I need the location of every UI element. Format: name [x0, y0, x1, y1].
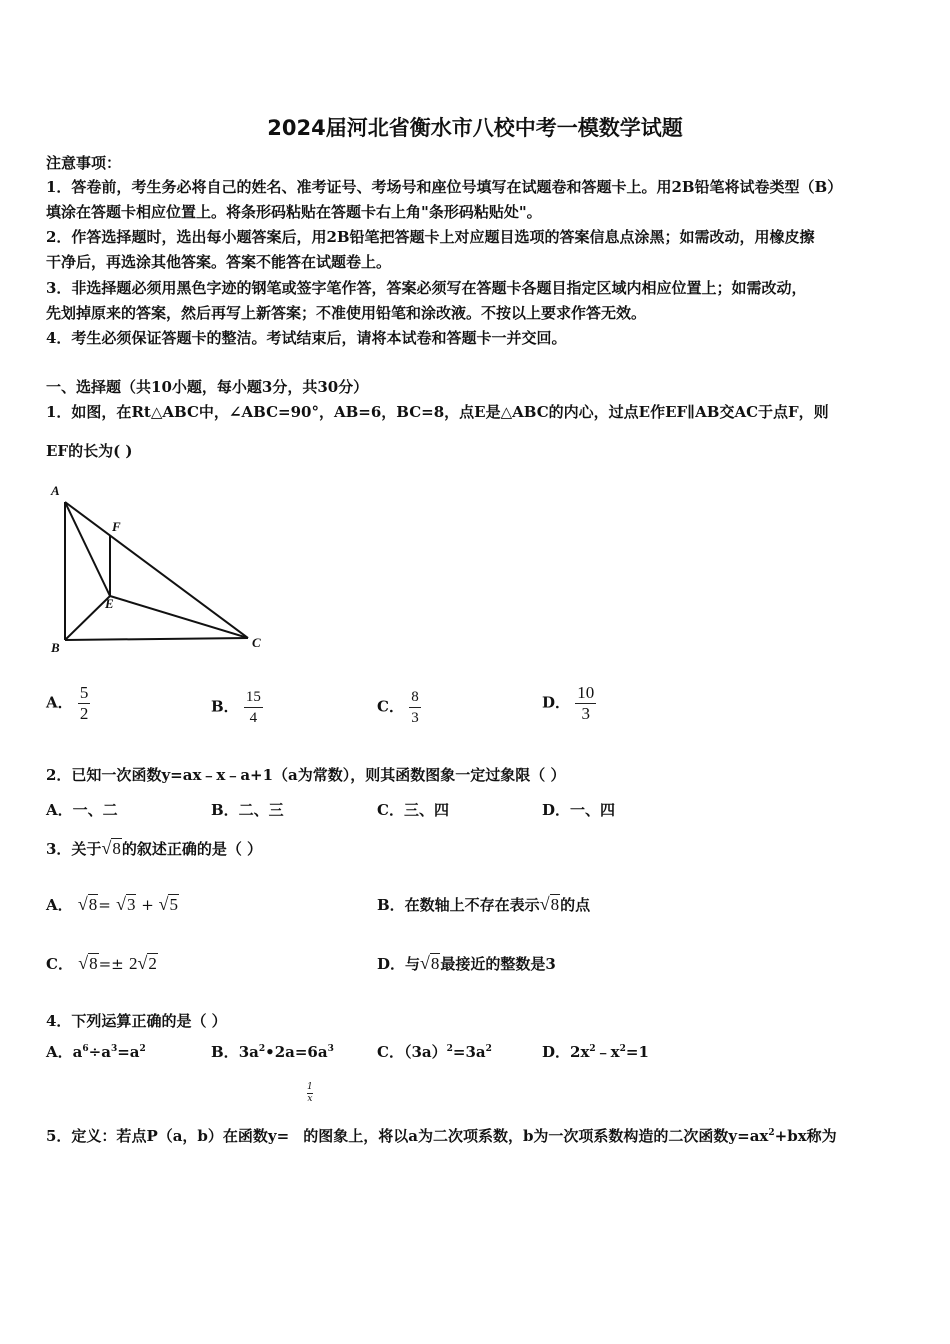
q3-option-d-tail: 最接近的整数是3	[440, 955, 556, 973]
q4-option-a[interactable]	[46, 1041, 146, 1062]
q4-option-b-label: B．	[211, 1043, 239, 1061]
q2-option-c[interactable]: C．三、四	[377, 801, 449, 819]
q2-option-b[interactable]: B．二、三	[211, 801, 284, 819]
q3-text	[46, 836, 262, 862]
exponent: 2	[485, 1044, 492, 1054]
q4-option-a-label: A．	[46, 1043, 73, 1061]
fraction	[244, 687, 263, 728]
q3-option-b-label: B．在数轴上不存在表示	[377, 896, 540, 914]
radicand: 5	[169, 895, 178, 914]
notice-line-6: 先划掉原来的答案，然后再写上新答案；不准使用铅笔和涂改液。不按以上要求作答无效。	[46, 304, 647, 322]
q1-option-b[interactable]	[211, 687, 263, 728]
q5-small-fraction	[307, 1082, 313, 1105]
expr-part: ÷a	[88, 1043, 111, 1061]
notice-line-5: 3．非选择题必须用黑色字迹的钢笔或签字笔作答，答案必须写在答题卡各题目指定区域内相应位置上；如需改动，	[46, 279, 807, 297]
q3-option-b-tail: 的点	[560, 896, 591, 914]
exponent: 6	[82, 1044, 89, 1054]
q1-option-c[interactable]	[377, 687, 421, 728]
exponent: 2	[619, 1044, 626, 1054]
q3-option-c-label: C．	[46, 955, 73, 973]
q2-option-d[interactable]: D．一、四	[542, 801, 616, 819]
coefficient: 2	[128, 954, 138, 973]
expr-part: =a	[117, 1043, 140, 1061]
q1-triangle-figure	[40, 480, 280, 660]
q4-option-c-label: C．	[377, 1043, 404, 1061]
q5-text-part: 的图象上，将以a为二次项系数，b为一次项系数构造的二次函数y=ax	[303, 1127, 769, 1145]
q1-option-a-label: A．	[46, 693, 73, 712]
expr-part: =1	[625, 1043, 649, 1061]
exponent: 2	[589, 1044, 596, 1054]
exponent: 3	[327, 1044, 334, 1054]
exponent: 2	[446, 1044, 453, 1054]
q3-suffix: 的叙述正确的是（ ）	[121, 840, 263, 858]
q3-prefix: 3．关于	[46, 840, 102, 858]
label-a: A	[51, 483, 60, 498]
q3-option-d[interactable]	[377, 953, 556, 974]
radicand: 8	[430, 954, 440, 973]
fraction	[575, 683, 596, 724]
q5-text-part: 5．定义：若点P（a，b）在函数y=	[46, 1127, 290, 1145]
expr-part: 3a	[238, 1043, 259, 1061]
fraction-denominator: x	[307, 1094, 313, 1104]
fraction-numerator: 5	[79, 683, 89, 702]
sqrt-expression: √8	[539, 894, 560, 914]
fraction	[78, 683, 91, 724]
expr-part: 2x	[570, 1043, 590, 1061]
q1-text-line-1: 1．如图，在Rt△ABC中，∠ABC=90°，AB=6，BC=8，点E是△ABC的内心，过点E作EF∥AB交AC于点F，则	[46, 403, 829, 421]
notice-line-2: 填涂在答题卡相应位置上。将条形码粘贴在答题卡右上角"条形码粘贴处"。	[46, 203, 542, 221]
segment-bc	[65, 638, 248, 640]
sqrt-expression: √5	[158, 894, 178, 914]
fraction-numerator: 8	[409, 687, 421, 708]
notice-heading: 注意事项：	[46, 154, 122, 172]
exponent: 2	[258, 1044, 266, 1054]
q1-option-a[interactable]	[46, 683, 90, 724]
fraction-denominator: 3	[411, 710, 419, 726]
label-f: F	[112, 519, 121, 534]
notice-line-3: 2．作答选择题时，选出每小题答案后，用2B铅笔把答题卡上对应题目选项的答案信息点涂黑；如需改动，用橡皮擦	[46, 228, 815, 246]
radicand: 8	[112, 839, 121, 858]
segment-ae	[65, 502, 110, 596]
fraction-numerator: 1	[307, 1082, 313, 1092]
radicand: 2	[148, 954, 157, 973]
q4-text: 4．下列运算正确的是（ ）	[46, 1012, 227, 1030]
fraction-denominator: 3	[581, 704, 590, 723]
expr-part: •2a=6a	[265, 1043, 328, 1061]
notice-line-7: 4．考生必须保证答题卡的整洁。考试结束后，请将本试卷和答题卡一并交回。	[46, 329, 567, 347]
segment-be	[65, 596, 110, 640]
label-e: E	[105, 596, 114, 611]
plus-sign: +	[136, 896, 159, 914]
section-heading: 一、选择题（共10小题，每小题3分，共30分）	[46, 378, 369, 396]
label-c: C	[252, 635, 261, 650]
equals-plusminus: =±	[98, 955, 124, 973]
q5-text	[46, 1121, 837, 1149]
q4-option-d[interactable]	[542, 1041, 649, 1062]
sqrt-expression: √8	[420, 953, 440, 973]
sqrt-expression: √3	[116, 894, 136, 914]
q5-text-part: +bx称为	[774, 1127, 837, 1145]
sqrt-expression: 2√2	[128, 953, 157, 973]
q1-option-c-label: C．	[377, 697, 404, 716]
expr-part: a	[72, 1043, 83, 1061]
q1-option-d[interactable]	[542, 683, 596, 724]
sqrt-expression: √8	[101, 838, 121, 858]
q1-option-b-label: B．	[211, 697, 239, 716]
radicand: 8	[88, 895, 98, 914]
exponent: 2	[139, 1044, 146, 1054]
sqrt-expression: √8	[77, 894, 98, 914]
segment-ac	[65, 502, 248, 638]
notice-line-1: 1．答卷前，考生务必将自己的姓名、准考证号、考场号和座位号填写在试题卷和答题卡上。用2B铅笔将试卷类型（B）	[46, 178, 843, 196]
label-b: B	[51, 640, 60, 655]
q4-option-d-label: D．	[542, 1043, 571, 1061]
q2-text: 2．已知一次函数y=ax﹣x﹣a+1（a为常数），则其函数图象一定过象限（ ）	[46, 766, 566, 784]
page-title: 2024届河北省衡水市八校中考一模数学试题	[267, 116, 683, 140]
q4-option-b[interactable]	[211, 1041, 334, 1062]
q3-option-a-label: A．	[46, 896, 73, 914]
expr-part: =3a	[452, 1043, 486, 1061]
radicand: 3	[126, 895, 136, 914]
expr-part: （3a）	[403, 1043, 447, 1061]
q4-option-c[interactable]	[377, 1041, 492, 1062]
q3-option-b[interactable]	[377, 894, 590, 915]
radicand: 8	[550, 895, 560, 914]
fraction-denominator: 4	[249, 710, 258, 726]
q3-option-c[interactable]	[46, 953, 158, 974]
fraction	[409, 687, 421, 728]
q3-option-a[interactable]	[46, 894, 179, 915]
sqrt-expression: √8	[78, 953, 98, 973]
q2-option-a[interactable]: A．一、二	[46, 801, 118, 819]
q1-text-line-2: EF的长为( )	[46, 442, 133, 460]
segment-ce	[110, 596, 248, 638]
fraction-numerator: 15	[244, 687, 263, 708]
q1-option-d-label: D．	[542, 693, 571, 712]
fraction-denominator: 2	[79, 704, 89, 723]
expr-part: ﹣x	[595, 1043, 620, 1061]
exponent: 3	[110, 1044, 118, 1054]
exponent: 2	[768, 1128, 775, 1138]
equals-sign: =	[98, 896, 111, 914]
fraction-numerator: 10	[577, 683, 595, 702]
radicand: 8	[89, 954, 98, 973]
notice-line-4: 干净后，再选涂其他答案。答案不能答在试题卷上。	[46, 253, 392, 271]
q3-option-d-label: D．与	[377, 955, 421, 973]
